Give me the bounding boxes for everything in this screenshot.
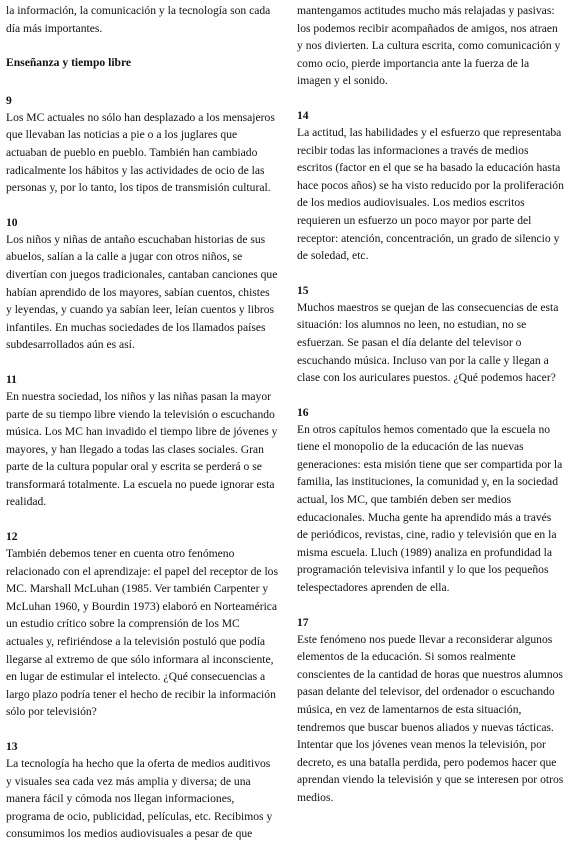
- right-column: [297, 2, 565, 824]
- section-text: También debemos tener en cuenta otro fenómeno relacionado con el aprendizaje: el papel del receptor de los MC. Marshall McLuhan (1985. Ver también Carpenter y McLuhan 1960, y Bourdin 1973) elaboró en Norteamérica un estudio crítico sobre la comprensión de los MC actuales y, refiriéndose a la televisión postuló que podía llegarse al extremo de que sólo informara al inconsciente, en lugar de estimular el intelecto. ¿Qué consecuencias a largo plazo podría tener el hecho de recibir la información sólo por televisión?: [6, 547, 278, 719]
- section-15: [297, 282, 565, 387]
- section-number: 15: [297, 283, 309, 297]
- section-10: [6, 214, 278, 354]
- section-12: [6, 528, 278, 721]
- section-number: 11: [6, 372, 17, 386]
- right-intro-text: mantengamos actitudes mucho más relajadas y pasivas: los podemos recibir acompañados de amigos, nos atraen y nos divierten. La cultura escrita, como comunicación y como ocio, pierde importancia ante la fuerza de la imagen y el sonido.: [297, 4, 561, 88]
- section-13: [6, 738, 278, 843]
- section-number: 10: [6, 215, 18, 229]
- section-text: La tecnología ha hecho que la oferta de medios auditivos y visuales sea cada vez más amplia y diversa; de una manera fácil y cómoda nos llegan informaciones, programa de ocio, publicidad, películas, etc. Recibimos y consumimos los medios audiovisuales a pesar de que: [6, 757, 273, 841]
- section-text: Los niños y niñas de antaño escuchaban historias de sus abuelos, salían a la calle a jugar con otros niños, se divertían con juegos tradicionales, cantaban canciones que habían aprendido de los mayores, sabían cuentos, chistes y leyendas, y cuando ya sabían leer, leían cuentos y libros infantiles. En muchas sociedades de los llamados países subdesarrollados aún es así.: [6, 232, 278, 352]
- section-11: [6, 371, 278, 511]
- left-intro-text: la información, la comunicación y la tecnología son cada día más importantes.: [6, 4, 271, 35]
- section-number: 12: [6, 530, 18, 544]
- section-number: 13: [6, 740, 18, 753]
- section-text: Muchos maestros se quejan de las consecuencias de esta situación: los alumnos no leen, no estudian, no se esfuerzan. Se pasan el día delante del televisor o escuchando música. Incluso van por la calle y llegan a clase con los auriculares puestos. ¿Qué podemos hacer?: [297, 300, 559, 385]
- section-number: 14: [297, 108, 309, 122]
- left-column: [6, 2, 278, 860]
- section-14: [297, 107, 565, 265]
- section-number: 9: [6, 93, 12, 107]
- section-16: [297, 404, 565, 597]
- section-17: [297, 614, 565, 807]
- section-text: En otros capítulos hemos comentado que la escuela no tiene el monopolio de la educación de las nuevas generaciones: esta misión tiene que ser compartida por la familia, las instituciones, la comunidad y, en la sociedad actual, los MC, que también deben ser medios educacionales. Mucha gente ha aprendido más a través de periódicos, revistas, cine, radio y televisión que en la misma escuela. Lluch (1989) analiza en profundidad la programación televisiva infantil y lo que los pequeños telespectadores aprenden de ella.: [297, 422, 563, 595]
- section-text: Este fenómeno nos puede llevar a reconsiderar algunos elementos de la educación. Si somos realmente conscientes de la cantidad de horas que nuestros alumnos pasan delante del televisor, del ordenador o escuchando música, en vez de lamentarnos de esta situación, tendremos que buscar buenos aliados y nuevas tácticas. Intentar que los jóvenes vean menos la televisión, por decreto, es una batalla perdida, pero podemos hacer que aprendan viendo la televisión y que se interesen por otros medios.: [297, 632, 564, 804]
- section-number: 16: [297, 405, 309, 419]
- section-number: 17: [297, 615, 309, 629]
- section-text: Los MC actuales no sólo han desplazado a los mensajeros que llevaban las noticias a pie o a los juglares que actuaban de pueblo en pueblo. También han cambiado radicalmente los hábitos y las actividades de ocio de las personas y, por lo tanto, los tipos de transmisión cultural.: [6, 110, 275, 195]
- section-9: [6, 92, 278, 197]
- section-text: En nuestra sociedad, los niños y las niñas pasan la mayor parte de su tiempo libre viendo la televisión o escuchando música. Los MC han invadido el tiempo libre de jóvenes y mayores, y han llegado a todas las clases sociales. Gran parte de la cultura popular oral y escrita se perderá o se transformará totalmente. La escuela no puede ignorar esta realidad.: [6, 389, 278, 509]
- section-text: La actitud, las habilidades y el esfuerzo que representaba recibir todas las informaciones a través de medios escritos (factor en el que se ha basado la educación hasta hace pocos años) se ha visto reducido por la proliferación de los medios audiovisuales. Los medios escritos requieren un esfuerzo un poco mayor por parte del receptor: atención, concentración, un grado de silencio y de soledad, etc.: [297, 125, 564, 263]
- section-heading: Enseñanza y tiempo libre: [6, 56, 132, 70]
